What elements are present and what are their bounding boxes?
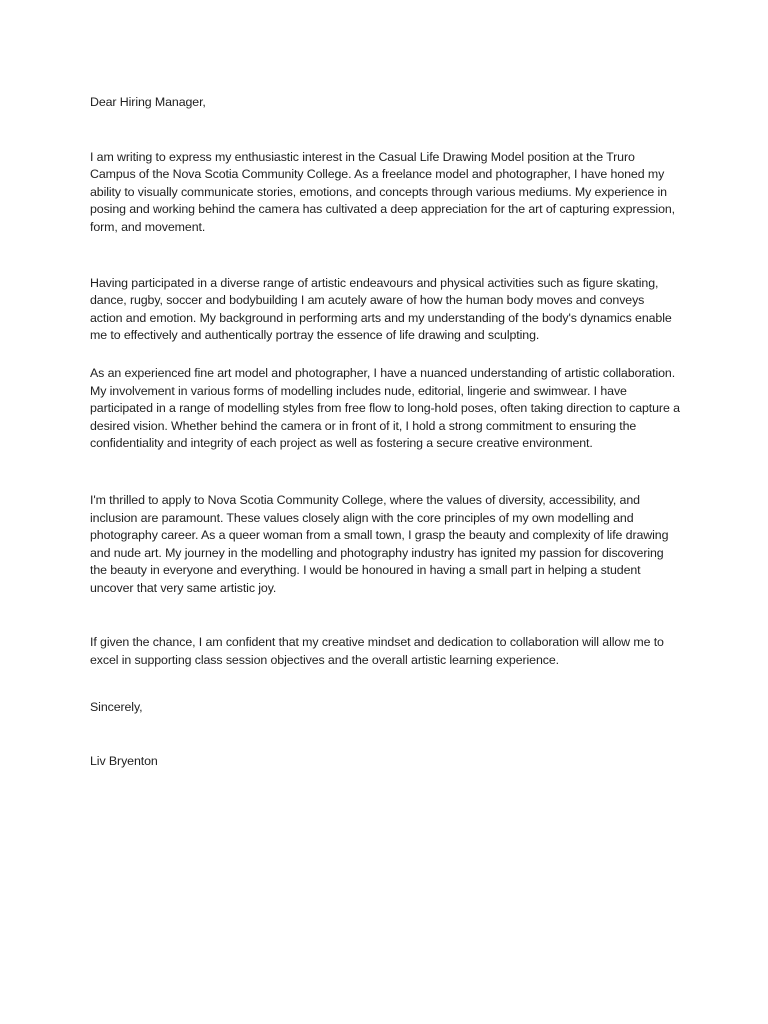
letter-paragraph-5: If given the chance, I am confident that my creative mindset and dedication to collaboration will allow me to excel in supporting class session objectives and the overall artistic learning experience. xyxy=(90,635,664,668)
cover-letter xyxy=(90,94,680,771)
letter-greeting: Dear Hiring Manager, xyxy=(90,95,206,109)
letter-closing: Sincerely, xyxy=(90,699,143,714)
letter-paragraph-3: As an experienced fine art model and photographer, I have a nuanced understanding of artistic collaboration. My involvement in various forms of modelling includes nude, editorial, lingerie and swimwear. I have participated in a range of modelling styles from free flow to long-hold poses, often taking direction to capture a desired vision. Whether behind the camera or in front of it, I hold a strong commitment to ensuring the confidentiality and integrity of each project as well as fostering a secure creative environment. xyxy=(90,365,680,451)
letter-paragraph-2: Having participated in a diverse range of artistic endeavours and physical activities such as figure skating, dance, rugby, soccer and bodybuilding I am acutely aware of how the human body moves and conveys action and emotion. My background in performing arts and my understanding of the body's dynamics enable me to effectively and authentically portray the essence of life drawing and sculpting. xyxy=(90,275,672,343)
letter-paragraph-1: I am writing to express my enthusiastic interest in the Casual Life Drawing Model position at the Truro Campus of the Nova Scotia Community College. As a freelance model and photographer, I have honed my ability to visually communicate stories, emotions, and concepts through various mediums. My experience in posing and working behind the camera has cultivated a deep appreciation for the art of capturing expression, form, and movement. xyxy=(90,149,676,234)
letter-paragraph-4: I'm thrilled to apply to Nova Scotia Community College, where the values of diversity, accessibility, and inclusion are paramount. These values closely align with the core principles of my own modelling and photography career. As a queer woman from a small town, I grasp the beauty and complexity of life drawing and nude art. My journey in the modelling and photography industry has ignited my passion for discovering the beauty in everyone and everything. I would be honoured in having a small part in helping a student uncover that very same artistic joy. xyxy=(90,492,669,595)
letter-signature: Liv Bryenton xyxy=(90,754,158,769)
